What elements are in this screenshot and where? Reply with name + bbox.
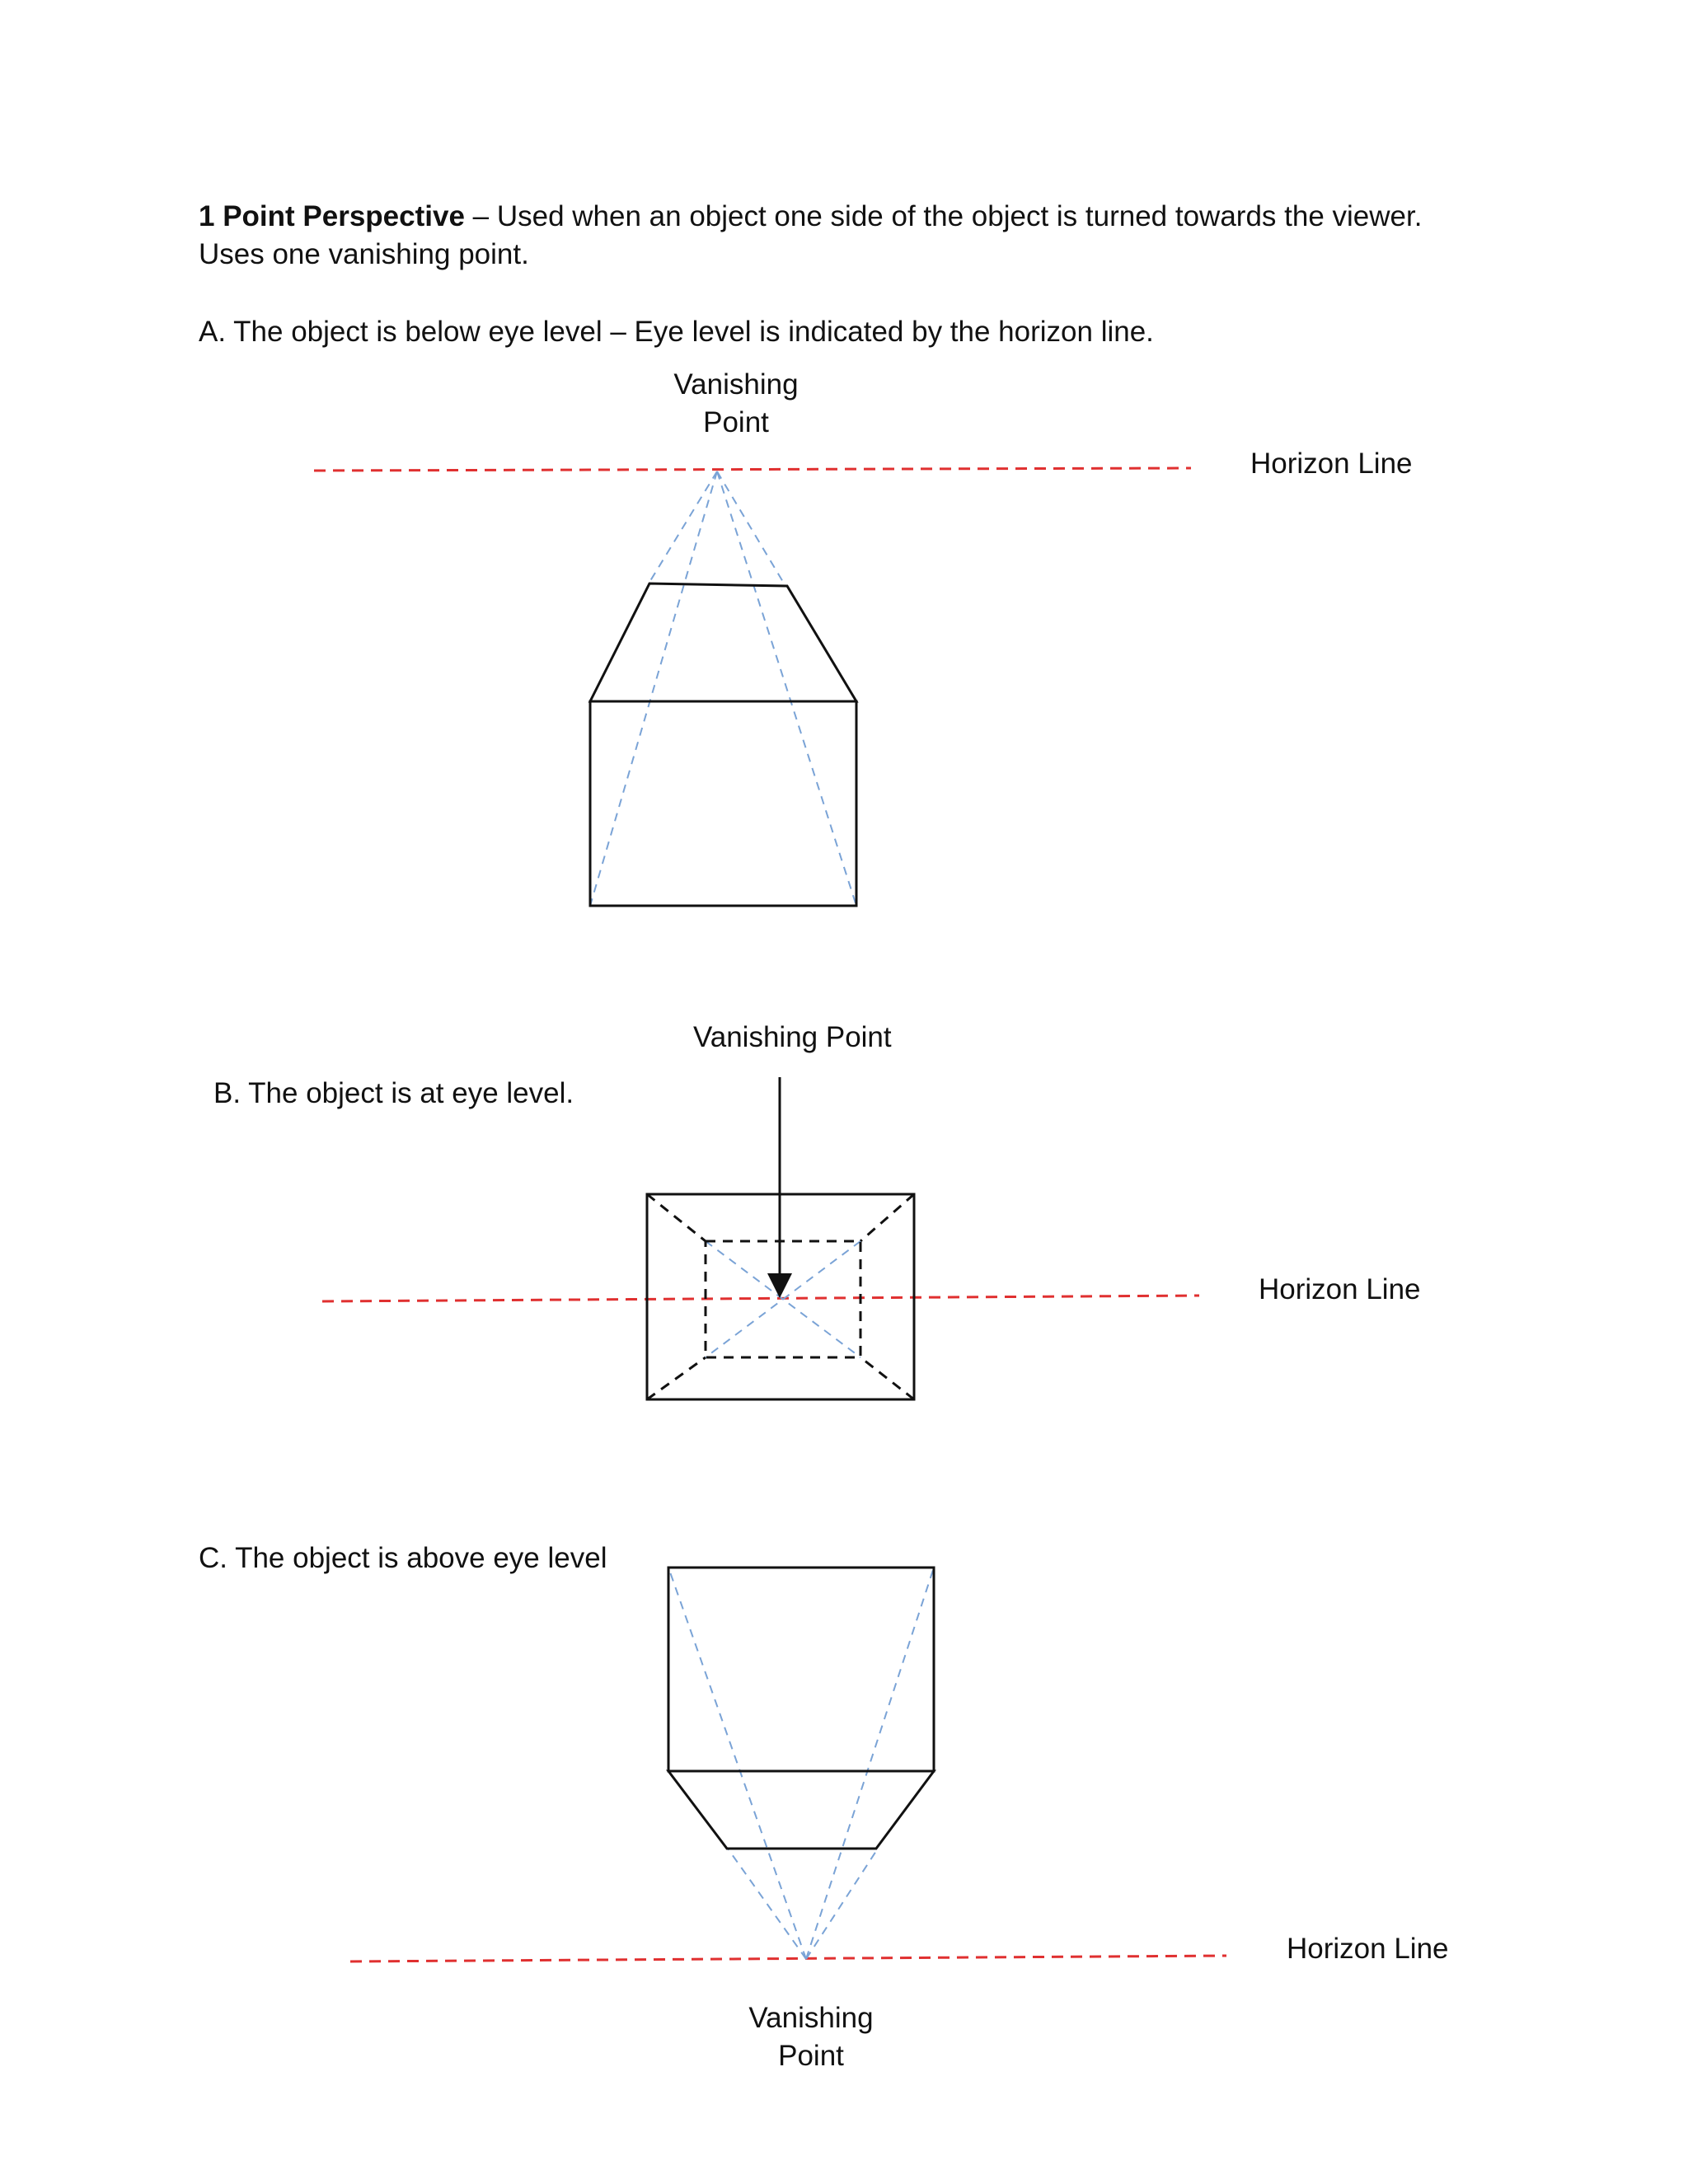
diagram-b bbox=[322, 1077, 1199, 1399]
section-c-vp-label-line2: Point bbox=[778, 2040, 844, 2072]
section-a-heading: A. The object is below eye level – Eye level is indicated by the horizon line. bbox=[199, 316, 1154, 348]
section-a-horizon-label: Horizon Line bbox=[1250, 448, 1413, 480]
horizon-line-b bbox=[322, 1296, 1199, 1301]
section-a-vp-label-line2: Point bbox=[703, 406, 769, 438]
vanishing-guides-c bbox=[668, 1568, 934, 1959]
section-c-vp-label-line1: Vanishing bbox=[748, 2002, 874, 2034]
section-a-vp-label-line1: Vanishing bbox=[673, 368, 799, 401]
vanishing-guides-a bbox=[590, 471, 856, 906]
intro-term: 1 Point Perspective bbox=[199, 200, 465, 232]
front-face-c bbox=[668, 1568, 934, 1771]
horizon-line-c bbox=[350, 1956, 1226, 1961]
intro-description: – Used when an object one side of the object is turned towards the viewer. Uses one vanishing point. bbox=[199, 200, 1423, 270]
section-c-heading: C. The object is above eye level bbox=[199, 1542, 607, 1574]
section-c-horizon-label: Horizon Line bbox=[1287, 1933, 1449, 1965]
object-a bbox=[590, 583, 856, 906]
object-c bbox=[668, 1568, 934, 1849]
section-b-vp-label: Vanishing Point bbox=[693, 1021, 892, 1053]
section-b-horizon-label: Horizon Line bbox=[1259, 1273, 1421, 1305]
receding-face-c bbox=[668, 1771, 934, 1849]
front-face-a bbox=[590, 701, 856, 906]
section-b-heading: B. The object is at eye level. bbox=[213, 1077, 574, 1109]
diagram-a bbox=[314, 468, 1191, 906]
horizon-line-a bbox=[314, 468, 1191, 471]
diagram-c bbox=[350, 1568, 1226, 1961]
receding-face-a bbox=[590, 583, 856, 701]
